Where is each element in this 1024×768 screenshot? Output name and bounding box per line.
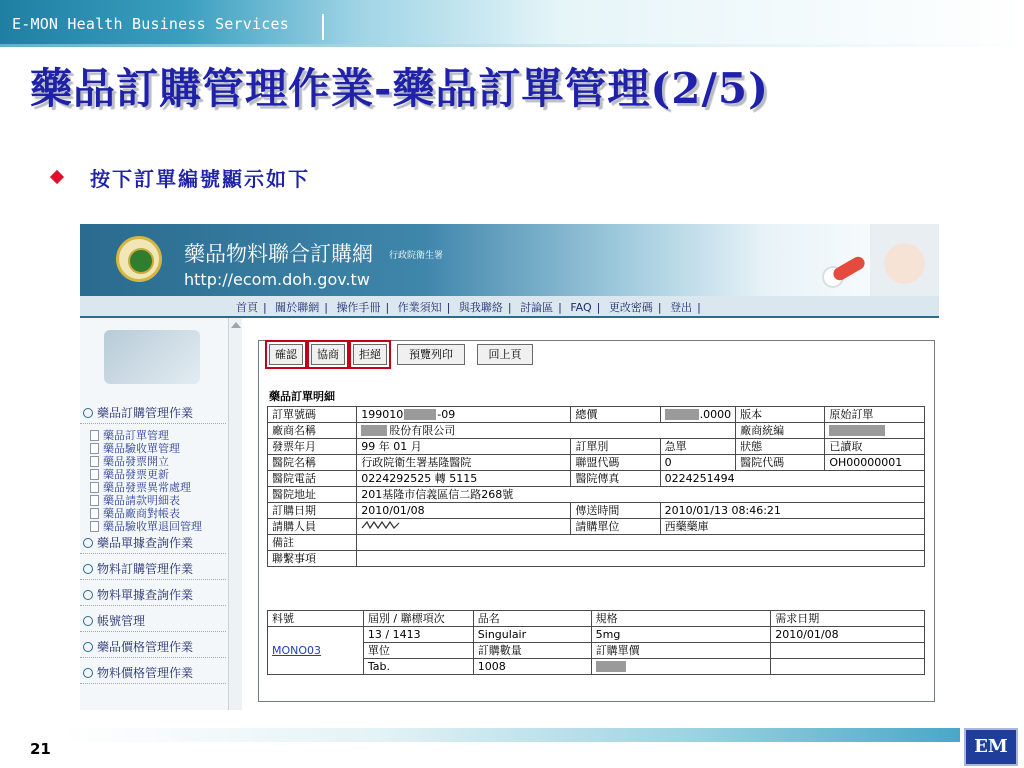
circle-arrow-icon xyxy=(83,642,93,652)
contact-notes-field xyxy=(357,551,925,567)
item-code-link[interactable]: MONO03 xyxy=(272,643,322,657)
page-number: 21 xyxy=(30,740,51,758)
table-row xyxy=(268,551,925,567)
table-header-row xyxy=(268,611,925,627)
cell-label: 廠商名稱 xyxy=(268,423,357,439)
diamond-bullet-icon xyxy=(50,170,64,184)
cell-value: 西藥藥庫 xyxy=(660,519,924,535)
sidebar-section-material-order[interactable]: 物料訂購管理作業 xyxy=(80,560,226,580)
sidebar-item[interactable]: 藥品發票異常處理 xyxy=(90,481,191,494)
cell-label: 醫院地址 xyxy=(268,487,357,503)
order-detail-table xyxy=(267,406,925,567)
document-icon xyxy=(90,508,99,519)
nav-contact[interactable]: 與我聯絡 xyxy=(458,301,503,314)
site-title: 藥品物料聯合訂購網 xyxy=(184,242,373,266)
nav-forum[interactable]: 討論區 xyxy=(520,301,554,314)
item-code-cell xyxy=(268,627,364,675)
table-row xyxy=(268,519,925,535)
document-icon xyxy=(90,495,99,506)
document-icon xyxy=(90,443,99,454)
sidebar-item[interactable]: 藥品驗收單退回管理 xyxy=(90,520,202,533)
cell-label: 聯繫事項 xyxy=(268,551,357,567)
cell-label: 廠商統編 xyxy=(736,423,825,439)
vendor-tax-id xyxy=(825,423,925,439)
column-header: 品名 xyxy=(473,611,591,627)
cell-label: 訂單號碼 xyxy=(268,407,357,423)
order-detail-title: 藥品訂單明細 xyxy=(269,390,335,403)
cell-value: 0224292525 轉 5115 xyxy=(357,471,571,487)
circle-arrow-icon xyxy=(83,538,93,548)
document-icon xyxy=(90,456,99,467)
cell-value: 1008 xyxy=(473,659,591,675)
screenshot-frame xyxy=(80,224,939,710)
cell-label: 訂單別 xyxy=(571,439,660,455)
column-header: 料號 xyxy=(268,611,364,627)
cell-empty xyxy=(771,643,925,659)
sidebar-section-drug-order[interactable]: 藥品訂購管理作業 xyxy=(80,404,226,424)
document-icon xyxy=(90,469,99,480)
slide-title: 藥品訂購管理作業-藥品訂單管理(2/5) xyxy=(30,64,769,113)
reject-button[interactable]: 拒絕 xyxy=(353,344,387,365)
site-url: http://ecom.doh.gov.tw xyxy=(184,270,370,289)
cell-value: 2010/01/08 xyxy=(357,503,571,519)
cell-label: 醫院傳真 xyxy=(571,471,660,487)
cell-label: 備註 xyxy=(268,535,357,551)
sidebar-section-drug-query[interactable]: 藥品單據查詢作業 xyxy=(80,534,226,554)
sidebar-section-account[interactable]: 帳號管理 xyxy=(80,612,226,632)
cell-value: 2010/01/08 xyxy=(771,627,925,643)
order-number: 199010 -09 xyxy=(357,407,571,423)
total-price: .0000 xyxy=(660,407,736,423)
sidebar-section-material-price[interactable]: 物料價格管理作業 xyxy=(80,664,226,684)
cell-value: OH00000001 xyxy=(825,455,925,471)
sidebar-item[interactable]: 藥品請款明細表 xyxy=(90,494,180,507)
sidebar-item[interactable]: 藥品驗收單管理 xyxy=(90,442,180,455)
requester-name xyxy=(357,519,571,535)
cell-value: Singulair xyxy=(473,627,591,643)
cell-label: 狀態 xyxy=(736,439,825,455)
cell-label: 傳送時間 xyxy=(571,503,660,519)
em-logo: EM xyxy=(964,728,1018,766)
sidebar-scrollbar[interactable] xyxy=(228,318,242,710)
table-row xyxy=(268,407,925,423)
table-row xyxy=(268,423,925,439)
column-header: 規格 xyxy=(591,611,771,627)
back-button[interactable]: 回上頁 xyxy=(477,344,533,365)
unit-price xyxy=(591,659,771,675)
circle-arrow-icon xyxy=(83,616,93,626)
nav-logout[interactable]: 登出 xyxy=(670,301,693,314)
redacted-signature xyxy=(361,520,401,530)
nav-faq[interactable]: FAQ xyxy=(570,301,592,314)
circle-arrow-icon xyxy=(83,668,93,678)
column-header: 訂購單價 xyxy=(591,643,771,659)
cell-value: 201基隆市信義區信二路268號 xyxy=(357,487,925,503)
vendor-name: 股份有限公司 xyxy=(357,423,736,439)
department-seal-icon xyxy=(116,236,162,282)
cell-label: 發票年月 xyxy=(268,439,357,455)
top-nav: 首頁 | 關於聯網 | 操作手冊 | 作業須知 | 與我聯絡 | 討論區 | FAQ | 更改密碼 | 登出 | xyxy=(80,296,939,318)
cell-value: 急單 xyxy=(660,439,736,455)
cell-label: 醫院電話 xyxy=(268,471,357,487)
footer-band xyxy=(60,728,960,742)
nav-home[interactable]: 首頁 xyxy=(236,301,258,314)
company-divider xyxy=(322,14,324,40)
cell-label: 醫院代碼 xyxy=(736,455,825,471)
cell-label: 醫院名稱 xyxy=(268,455,357,471)
document-icon xyxy=(90,430,99,441)
nav-manual[interactable]: 操作手冊 xyxy=(336,301,381,314)
cell-value: 13 / 1413 xyxy=(363,627,473,643)
circle-arrow-icon xyxy=(83,564,93,574)
cell-value: 5mg xyxy=(591,627,771,643)
cell-label: 訂購日期 xyxy=(268,503,357,519)
table-row xyxy=(268,535,925,551)
cell-value: 行政院衛生署基隆醫院 xyxy=(357,455,571,471)
cell-value: 0224251494 xyxy=(660,471,924,487)
company-name: E-MON Health Business Services xyxy=(12,15,289,33)
sidebar-item[interactable]: 藥品訂單管理 xyxy=(90,429,169,442)
header-photo xyxy=(870,224,939,296)
order-items-table xyxy=(267,610,925,675)
cell-label: 請購人員 xyxy=(268,519,357,535)
document-icon xyxy=(90,482,99,493)
sidebar-item[interactable]: 藥品發票更新 xyxy=(90,468,169,481)
table-row xyxy=(268,627,925,643)
confirm-button[interactable]: 確認 xyxy=(269,344,303,365)
capsule-icon xyxy=(831,254,867,282)
table-row xyxy=(268,455,925,471)
header-band-line xyxy=(0,44,1024,47)
circle-arrow-icon xyxy=(83,590,93,600)
sidebar xyxy=(80,318,242,710)
cell-value: 99 年 01 月 xyxy=(357,439,571,455)
nav-notice[interactable]: 作業須知 xyxy=(397,301,442,314)
column-header: 屆別 / 聯標項次 xyxy=(363,611,473,627)
cell-label: 版本 xyxy=(736,407,825,423)
negotiate-button[interactable]: 協商 xyxy=(311,344,345,365)
table-row xyxy=(268,503,925,519)
cell-value: 2010/01/13 08:46:21 xyxy=(660,503,924,519)
sidebar-item[interactable]: 藥品廠商對帳表 xyxy=(90,507,180,520)
circle-arrow-icon xyxy=(83,408,93,418)
document-icon xyxy=(90,521,99,532)
column-header: 訂購數量 xyxy=(473,643,591,659)
sidebar-section-drug-price[interactable]: 藥品價格管理作業 xyxy=(80,638,226,658)
table-row xyxy=(268,487,925,503)
cell-label: 總價 xyxy=(571,407,660,423)
table-subheader-row xyxy=(268,643,925,659)
table-row xyxy=(268,659,925,675)
cell-empty xyxy=(771,659,925,675)
column-header: 需求日期 xyxy=(771,611,925,627)
cell-value: 原始訂單 xyxy=(825,407,925,423)
cell-value: 0 xyxy=(660,455,736,471)
sidebar-item[interactable]: 藥品發票開立 xyxy=(90,455,169,468)
print-preview-button[interactable]: 預覽列印 xyxy=(397,344,465,365)
cell-label: 聯盟代碼 xyxy=(571,455,660,471)
scroll-up-arrow-icon[interactable] xyxy=(231,322,241,328)
cell-value: 已讀取 xyxy=(825,439,925,455)
nav-change-password[interactable]: 更改密碼 xyxy=(608,301,653,314)
nav-about[interactable]: 關於聯網 xyxy=(275,301,320,314)
column-header: 單位 xyxy=(363,643,473,659)
site-subtitle: 行政院衛生署 xyxy=(389,251,444,261)
sidebar-photo xyxy=(104,330,200,384)
bullet-text: 按下訂單編號顯示如下 xyxy=(90,167,310,191)
site-header xyxy=(80,224,939,296)
cell-label: 請購單位 xyxy=(571,519,660,535)
cell-value: Tab. xyxy=(363,659,473,675)
remarks-field xyxy=(357,535,925,551)
table-row xyxy=(268,439,925,455)
table-row xyxy=(268,471,925,487)
sidebar-section-material-query[interactable]: 物料單據查詢作業 xyxy=(80,586,226,606)
